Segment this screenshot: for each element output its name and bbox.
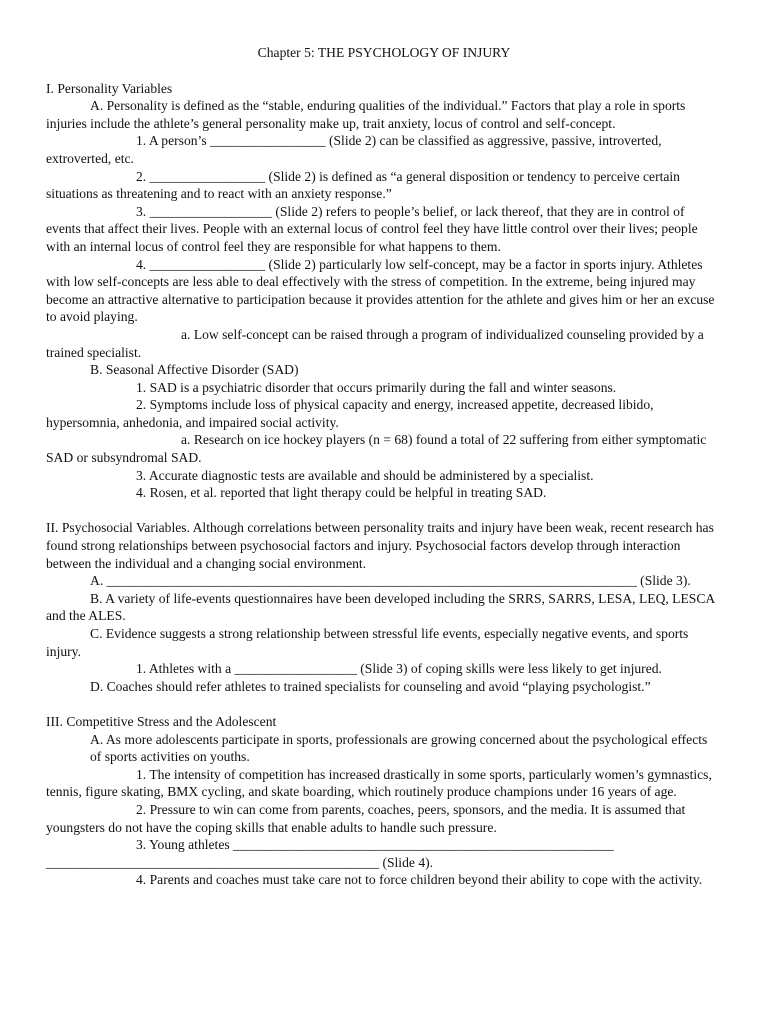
- section-3-a1: 1. The intensity of competition has increased drastically in some sports, particularly women’s gymnastics, tennis, figure skating, BMX cycling, and skate boarding, which routinely produce champions under 16 years of age.: [46, 766, 712, 800]
- section-3-a-block: [46, 731, 722, 766]
- section-1-heading: I. Personality Variables: [46, 80, 173, 96]
- section-3-a3-line2: _________________________________________________ (Slide 4).: [46, 854, 434, 870]
- section-gap: [46, 502, 722, 520]
- section-1-a1: 1. A person’s _________________ (Slide 2) can be classified as aggressive, passive, introverted, extroverted, etc.: [46, 133, 662, 166]
- section-3-a3-line1: 3. Young athletes ________________________________________________________: [136, 837, 614, 853]
- section-3-a2: 2. Pressure to win can come from parents, coaches, peers, sponsors, and the media. It is assumed that youngsters do not have the coping skills that enable adults to handle such pressure.: [46, 801, 686, 835]
- section-2-c: C. Evidence suggests a strong relationship between stressful life events, especially negative events, and sports injury.: [46, 626, 689, 659]
- section-1-b1: 1. SAD is a psychiatric disorder that occurs primarily during the fall and winter seasons.: [136, 379, 617, 395]
- section-3-a: A. As more adolescents participate in sports, professionals are growing concerned about the psychological effects of sports activities on youths.: [90, 731, 708, 765]
- section-2-intro: II. Psychosocial Variables. Although correlations between personality traits and injury have been weak, recent research has found strong relationships between psychosocial factors and injury. Psychosocial factors develop through interaction between the individual and a changing social environment.: [46, 520, 714, 571]
- section-1-b3: 3. Accurate diagnostic tests are available and should be administered by a specialist.: [136, 467, 594, 483]
- section-1-a4a: a. Low self-concept can be raised through a program of individualized counseling provided by a trained specialist.: [46, 326, 704, 360]
- section-3-heading: III. Competitive Stress and the Adolescent: [46, 713, 277, 729]
- section-gap: [46, 695, 722, 713]
- section-1-b2a: a. Research on ice hockey players (n = 68) found a total of 22 suffering from either symptomatic SAD or subsyndromal SAD.: [46, 432, 707, 466]
- section-1-b2: 2. Symptoms include loss of physical capacity and energy, increased appetite, decreased libido, hypersomnia, anhedonia, and impaired social activity.: [46, 397, 654, 430]
- section-2-b: B. A variety of life-events questionnaires have been developed including the SRRS, SARRS, LESA, LEQ, LESCA and the ALES.: [46, 590, 715, 624]
- section-1-b: B. Seasonal Affective Disorder (SAD): [90, 362, 299, 378]
- page-title: Chapter 5: THE PSYCHOLOGY OF INJURY: [257, 45, 511, 60]
- section-2-a: A. ______________________________________________________________________________ (Slide 3).: [90, 573, 691, 589]
- section-3-a4: 4. Parents and coaches must take care not to force children beyond their ability to cope with the activity.: [136, 872, 703, 888]
- section-1-a2: 2. _________________ (Slide 2) is defined as “a general disposition or tendency to perceive certain situations as threatening and to react with an anxiety response.”: [46, 168, 680, 202]
- section-2-c1: 1. Athletes with a __________________ (Slide 3) of coping skills were less likely to get injured.: [136, 661, 662, 677]
- section-2-d: D. Coaches should refer athletes to trained specialists for counseling and avoid “playing psychologist.”: [90, 678, 651, 694]
- section-1-b4: 4. Rosen, et al. reported that light therapy could be helpful in treating SAD.: [136, 485, 547, 501]
- section-1-a: A. Personality is defined as the “stable, enduring qualities of the individual.” Factors that play a role in sports injuries include the athlete’s general personality make up, trait anxiety, locus of control and self-concept.: [46, 98, 686, 131]
- section-1-a4: 4. _________________ (Slide 2) particularly low self-concept, may be a factor in sports injury. Athletes with low self-concepts are less able to deal effectively with the stress of competition. In the extreme, being injured may become an attractive alternative to participation because it provides attention for the athlete and gives him or her an excuse to avoid playing.: [46, 256, 715, 325]
- section-1-a3: 3. __________________ (Slide 2) refers to people’s belief, or lack thereof, that they are in control of events that affect their lives. People with an external locus of control feel they have little control over their lives; people with an internal locus of control feel they are responsible for what happens to them.: [46, 203, 698, 254]
